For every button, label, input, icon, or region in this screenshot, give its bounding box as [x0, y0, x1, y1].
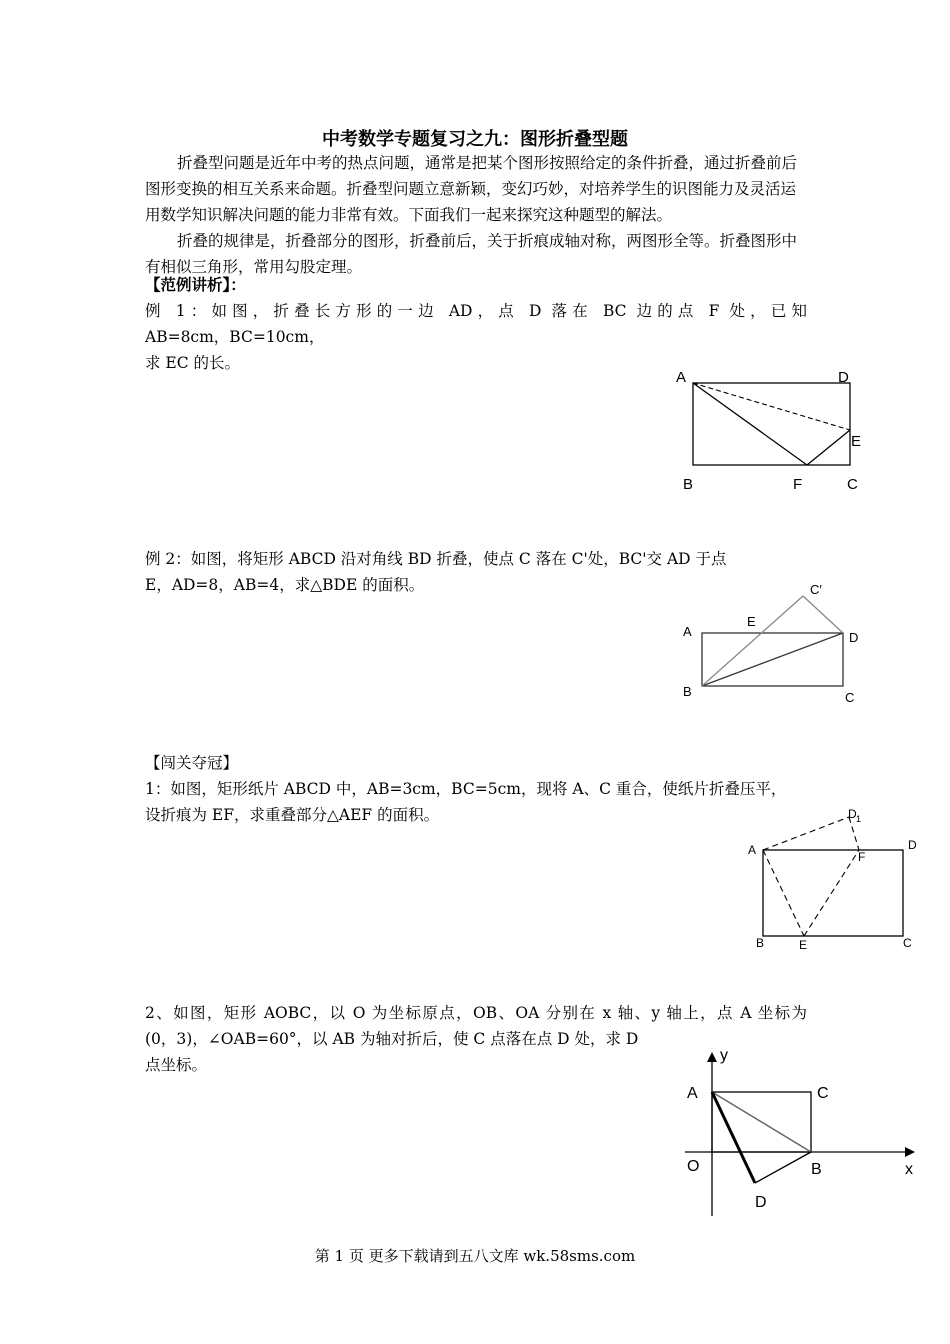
- dash-a-d1: [763, 817, 849, 850]
- example2-line2: E，AD=8，AB=4，求△BDE 的面积。: [145, 576, 425, 594]
- intro-paragraph-1: 折叠型问题是近年中考的热点问题，通常是把某个图形按照给定的条件折叠，通过折叠前后图形变换的相互关系来命题。折叠型问题立意新颖，变幻巧妙，对培养学生的识图能力及灵活运用数学知识解决问题的能力非常有效。下面我们一起来探究这种题型的解法。: [145, 154, 798, 224]
- problem1-line2: 设折痕为 EF，求重叠部分△AEF 的面积。: [145, 806, 440, 824]
- label-a: A: [748, 843, 757, 857]
- page-title: 中考数学专题复习之九：图形折叠型题: [322, 129, 628, 150]
- section-heading-examples: 【范例讲析】：: [145, 275, 246, 294]
- problem1-line1: 1：如图，矩形纸片 ABCD 中，AB=3cm，BC=5cm，现将 A、C 重合，使纸片折叠压平，: [145, 780, 787, 798]
- intro-paragraph-2: 折叠的规律是，折叠部分的图形，折叠前后，关于折痕成轴对称，两图形全等。折叠图形中有相似三角形，常用勾股定理。: [145, 232, 798, 276]
- label-d: D: [838, 369, 849, 386]
- label-d1-subscript: 1: [856, 814, 862, 824]
- label-d1: D: [848, 807, 857, 821]
- diagonal-bd: [702, 633, 843, 686]
- label-b: B: [683, 684, 692, 699]
- problem2-line2: (0，3)，∠OAB=60°，以 AB 为轴对折后，使 C 点落在点 D 处，求 D: [145, 1030, 639, 1048]
- label-d: D: [849, 630, 859, 645]
- label-c: C: [817, 1085, 829, 1102]
- dash-a-e: [763, 850, 804, 936]
- y-axis-arrow: [707, 1052, 717, 1062]
- problem2-line3: 点坐标。: [145, 1056, 208, 1074]
- crease-ae: [693, 383, 850, 430]
- segment-db: [755, 1152, 811, 1183]
- label-c: C: [903, 936, 912, 950]
- rectangle-abcd: [763, 850, 903, 936]
- folded-side-bc1: [702, 596, 803, 686]
- example1-line2: AB=8cm，BC=10cm，: [145, 328, 325, 346]
- example2-figure: [675, 578, 875, 713]
- folded-side-c1d: [803, 596, 843, 633]
- label-f: F: [793, 476, 803, 493]
- problem1-figure: [742, 805, 932, 955]
- label-d: D: [908, 838, 917, 852]
- label-o: O: [687, 1158, 700, 1175]
- label-e: E: [799, 938, 808, 952]
- example2-line1: 例 2：如图，将矩形 ABCD 沿对角线 BD 折叠，使点 C 落在 C'处，BC'交 AD 于点: [145, 550, 727, 568]
- label-c: C: [847, 476, 858, 493]
- dash-e-f: [804, 850, 859, 936]
- label-c: C: [845, 690, 855, 705]
- label-b: B: [756, 936, 765, 950]
- label-e: E: [851, 433, 862, 450]
- label-d: D: [755, 1194, 767, 1211]
- label-y: y: [720, 1047, 728, 1064]
- label-a: A: [683, 624, 692, 639]
- page-footer: 第 1 页 更多下载请到五八文库 wk.58sms.com: [314, 1247, 636, 1265]
- rectangle-abcd: [693, 383, 850, 465]
- label-b: B: [683, 476, 694, 493]
- label-x: x: [905, 1161, 913, 1178]
- label-b: B: [811, 1161, 822, 1178]
- section-heading-challenge: 【闯关夺冠】: [145, 754, 239, 772]
- label-a: A: [687, 1085, 698, 1102]
- problem2-line1: 2、如图，矩形 AOBC，以 O 为坐标原点，OB、OA 分别在 x 轴、y 轴上，点 A 坐标为: [145, 1004, 807, 1022]
- label-a: A: [676, 369, 687, 386]
- fold-line-af: [693, 383, 807, 465]
- example1-figure: [670, 365, 870, 500]
- label-e: E: [747, 614, 756, 629]
- label-c-prime: C′: [810, 582, 822, 597]
- example1-line1: 例 1：如图，折叠长方形的一边 AD，点 D 落在 BC 边的点 F 处，已知: [145, 302, 807, 320]
- x-axis-arrow: [905, 1147, 915, 1157]
- fold-line-fe: [807, 430, 850, 465]
- problem2-figure: [675, 1040, 925, 1220]
- example1-line3: 求 EC 的长。: [145, 354, 241, 372]
- label-f: F: [858, 850, 866, 864]
